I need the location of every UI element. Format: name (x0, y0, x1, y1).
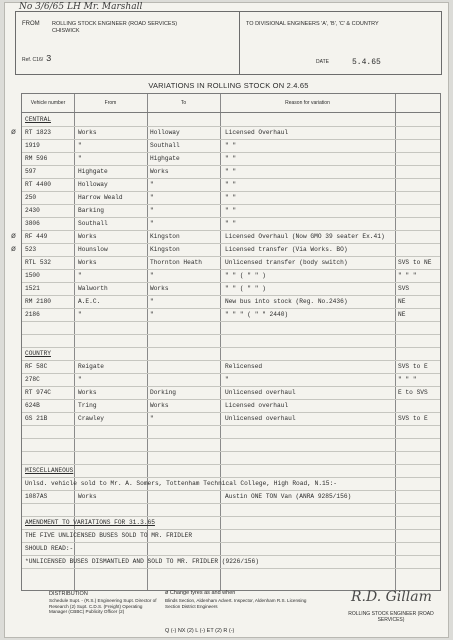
cell-v: RM 2180 (25, 298, 51, 305)
table-row (22, 477, 440, 491)
cell-v: 1500 (25, 272, 40, 279)
cell-v: *UNLICENSED BUSES DISMANTLED AND SOLD TO MR. FRIDLER (9226/156) (25, 558, 259, 565)
cell-x (398, 152, 440, 165)
cell-v: 624B (25, 402, 40, 409)
table-row (22, 516, 440, 530)
cell-t: Works (150, 285, 169, 292)
document-sheet (4, 2, 449, 638)
cell-t: " (150, 207, 154, 214)
cell-t (150, 425, 218, 438)
cell-t (150, 113, 218, 126)
cell-v (25, 451, 73, 464)
from-text: ROLLING STOCK ENGINEER (ROAD SERVICES) CHISWICK (52, 21, 178, 34)
cell-r: Unlicensed overhaul (225, 415, 296, 422)
cell-v (25, 321, 73, 334)
cell-v: RT 4400 (25, 181, 51, 188)
cell-t (150, 464, 218, 477)
cell-t (150, 347, 218, 360)
table-row (11, 126, 440, 140)
cell-v (25, 334, 73, 347)
cell-t: Southall (150, 142, 180, 149)
cell-v: GS 21B (25, 415, 48, 422)
cell-r: Licensed transfer (Via Works. BO) (225, 246, 348, 253)
cell-f: Holloway (78, 181, 108, 188)
to-text: TO DIVISIONAL ENGINEERS 'A', 'B', 'C' & COUNTRY (246, 21, 379, 27)
cell-r: " " " ( " " 2440) (225, 311, 289, 318)
table-row (22, 451, 440, 465)
cell-t (150, 334, 218, 347)
cell-f: " (78, 311, 82, 318)
cell-r: Licensed Overhaul (Now GMO 39 seater Ex.41) (225, 233, 385, 240)
cell-r: " " (225, 194, 237, 201)
cell-x: " " " (398, 272, 417, 279)
cell-r: New bus into stock (Reg. No.2436) (225, 298, 348, 305)
cell-t: Dorking (150, 389, 176, 396)
cell-x (398, 191, 440, 204)
handwritten-annotation: No 3/6/65 LH Mr. Marshall (19, 2, 143, 12)
table-row (22, 347, 440, 361)
cell-x (398, 425, 440, 438)
cell-f: Tring (78, 402, 97, 409)
tyre-mark-icon: ø (11, 231, 16, 240)
table-row (22, 386, 440, 400)
cell-v: AMENDMENT TO VARIATIONS FOR 31.3.65 (25, 519, 155, 526)
cell-t (150, 451, 218, 464)
cell-f: Walworth (78, 285, 108, 292)
cell-v: 3806 (25, 220, 40, 227)
cell-f: Works (78, 129, 97, 136)
table-row (22, 269, 440, 283)
cell-x (398, 347, 440, 360)
cell-x: E to SVS (398, 389, 428, 396)
cell-x (398, 503, 440, 516)
cell-f: A.E.C. (78, 298, 101, 305)
cell-t: Kingston (150, 246, 180, 253)
cell-x (398, 165, 440, 178)
cell-x: SVS (398, 285, 410, 292)
cell-r (225, 451, 395, 464)
table-row (22, 217, 440, 231)
cell-r: " " (225, 220, 237, 227)
cell-r: " " ( " " ) (225, 272, 266, 279)
cell-t: " (150, 181, 154, 188)
cell-r: Unlicensed transfer (body switch) (225, 259, 348, 266)
cell-t: Holloway (150, 129, 180, 136)
cell-t: " (150, 194, 154, 201)
cell-x (398, 204, 440, 217)
table-row (22, 191, 440, 205)
cell-f: Reigate (78, 363, 104, 370)
cell-r: " " (225, 181, 237, 188)
cell-r: Licensed Overhaul (225, 129, 289, 136)
cell-v: 523 (25, 246, 37, 253)
cell-f: " (78, 376, 82, 383)
cell-v: RM 596 (25, 155, 48, 162)
cell-r: Unlicensed overhaul (225, 389, 296, 396)
ref-value: 3 (46, 54, 52, 64)
cell-t: Works (150, 402, 169, 409)
cell-t: " (150, 298, 154, 305)
col-vehicle: Vehicle number (30, 100, 66, 106)
cell-r (225, 464, 395, 477)
cell-f (78, 347, 146, 360)
cell-v (25, 425, 73, 438)
cell-r (225, 334, 395, 347)
table-row (22, 204, 440, 218)
cell-v: COUNTRY (25, 350, 51, 357)
cell-f (78, 334, 146, 347)
cell-t: Highgate (150, 155, 180, 162)
tyre-mark-icon: ø (11, 127, 16, 136)
cell-x (398, 217, 440, 230)
tyre-note: ø Change tyres as and when (165, 590, 236, 596)
table-row (22, 256, 440, 270)
col-to: To (180, 100, 187, 106)
date-value: 5.4.65 (352, 58, 381, 67)
cell-x: " " " (398, 376, 417, 383)
cell-v (25, 503, 73, 516)
cell-f (78, 503, 146, 516)
cell-f: Works (78, 233, 97, 240)
cell-v: CENTRAL (25, 116, 51, 123)
cell-r: Relicensed (225, 363, 263, 370)
cell-t (150, 321, 218, 334)
cell-f: Harrow Weald (78, 194, 123, 201)
cell-f: Southall (78, 220, 108, 227)
cell-x: NE (398, 311, 406, 318)
cell-t: Works (150, 168, 169, 175)
distribution-codes: Q (-) NX (2) L (-) ET (2) R (-) (165, 628, 235, 634)
cell-v: 2186 (25, 311, 40, 318)
from-label: FROM (22, 21, 40, 27)
cell-t (150, 360, 218, 373)
tyre-mark-icon: ø (11, 244, 16, 253)
cell-x (398, 126, 440, 139)
table-header (22, 94, 440, 113)
table-row (22, 373, 440, 387)
table-row (22, 152, 440, 166)
header-box (15, 11, 442, 75)
cell-x (398, 321, 440, 334)
signature-title: ROLLING STOCK ENGINEER (ROAD SERVICES) (348, 611, 434, 623)
cell-r (225, 321, 395, 334)
cell-v: 250 (25, 194, 37, 201)
cell-f: Works (78, 259, 97, 266)
cell-r: " " ( " " ) (225, 285, 266, 292)
cell-r: Austin ONE TON Van (ANRA 9285/156) (225, 493, 352, 500)
cell-x: SVS to E (398, 363, 428, 370)
cell-t: " (150, 272, 154, 279)
cell-x (398, 451, 440, 464)
col-reason: Reason for variation (285, 100, 330, 106)
table-row (22, 399, 440, 413)
cell-v: RTL 532 (25, 259, 51, 266)
cell-x (398, 178, 440, 191)
table-row (22, 334, 440, 348)
cell-x (398, 490, 440, 503)
cell-t: " (150, 415, 154, 422)
cell-v: 2430 (25, 207, 40, 214)
cell-x (398, 243, 440, 256)
cell-f (78, 438, 146, 451)
table-row (22, 464, 440, 478)
cell-x (398, 230, 440, 243)
table-row (22, 412, 440, 426)
cell-t (150, 503, 218, 516)
cell-f: Works (78, 493, 97, 500)
cell-x (398, 438, 440, 451)
cell-f (78, 451, 146, 464)
cell-v: MISCELLANEOUS (25, 467, 74, 474)
cell-v: 597 (25, 168, 37, 175)
table-row (22, 360, 440, 374)
cell-x (398, 113, 440, 126)
table-row (22, 425, 440, 439)
table-row (22, 503, 440, 517)
document-title: VARIATIONS IN ROLLING STOCK ON 2.4.65 (148, 81, 309, 90)
cell-f (78, 425, 146, 438)
cell-r: " (225, 376, 229, 383)
cell-f: " (78, 272, 82, 279)
cell-x (398, 464, 440, 477)
cell-t: " (150, 311, 154, 318)
cell-r: " " (225, 155, 237, 162)
cell-r (225, 425, 395, 438)
table-row (22, 490, 440, 504)
cell-f: Barking (78, 207, 104, 214)
table-row (22, 542, 440, 556)
table-row (22, 438, 440, 452)
table-row (22, 555, 440, 569)
table-row (22, 178, 440, 192)
cell-v: 1919 (25, 142, 40, 149)
cell-v: THE FIVE UNLICENSED BUSES SOLD TO MR. FRIDLER (25, 532, 193, 539)
ref-label: Ref. C16/ (22, 57, 44, 63)
cell-r: " " (225, 142, 237, 149)
cell-v: 278C (25, 376, 40, 383)
cell-v: RT 1823 (25, 129, 51, 136)
cell-f (78, 321, 146, 334)
cell-f: Works (78, 389, 97, 396)
cell-t (150, 438, 218, 451)
col-from: From (104, 100, 117, 106)
table-row (22, 321, 440, 335)
cell-x: SVS to NE (398, 259, 432, 266)
cell-v: RF 58C (25, 363, 48, 370)
cell-f: " (78, 142, 82, 149)
table-row (22, 529, 440, 543)
distribution-label: DISTRIBUTION (49, 591, 88, 597)
cell-x (398, 139, 440, 152)
table-row (22, 139, 440, 153)
table-row (22, 165, 440, 179)
cell-r: " " (225, 168, 237, 175)
signature: R.D. Gillam (351, 589, 432, 605)
cell-x (398, 334, 440, 347)
distribution-list: Schedule Supt. - (R.S.) Engineering Supt. Director of Research (2) Supt. C.D.S. (Freight) Operating Manager (CBBC) Publicity Officer (2) (49, 598, 157, 615)
cell-f: Highgate (78, 168, 108, 175)
table-row (11, 230, 440, 244)
cell-v: 1521 (25, 285, 40, 292)
table-row (22, 282, 440, 296)
cell-r (225, 347, 395, 360)
variations-table (11, 93, 441, 591)
cell-f: " (78, 155, 82, 162)
cell-v: RF 449 (25, 233, 48, 240)
cell-f (78, 113, 146, 126)
cell-r (225, 113, 395, 126)
cell-f: Crawley (78, 415, 104, 422)
cell-v: RT 974C (25, 389, 51, 396)
cell-v: 1087AS (25, 493, 48, 500)
cell-r (225, 503, 395, 516)
cell-t: Thornton Heath (150, 259, 202, 266)
cell-t (150, 373, 218, 386)
cell-v: SHOULD READ:- (25, 545, 74, 552)
table-row (11, 243, 440, 257)
cell-t (150, 490, 218, 503)
distribution-list-2: Blinds Section, Aldenham Advert. Inspector, Aldenham R.S. Licensing Section District Engineers (165, 598, 307, 609)
cell-t: Kingston (150, 233, 180, 240)
cell-v (25, 438, 73, 451)
cell-x: NE (398, 298, 406, 305)
cell-x: SVS to E (398, 415, 428, 422)
cell-r: " " (225, 207, 237, 214)
table-row (22, 308, 440, 322)
cell-r (225, 438, 395, 451)
cell-r: Licensed overhaul (225, 402, 289, 409)
table-row (22, 295, 440, 309)
cell-x (398, 399, 440, 412)
cell-f (78, 464, 146, 477)
table-row (22, 113, 440, 127)
cell-t: " (150, 220, 154, 227)
cell-f: Hounslow (78, 246, 108, 253)
date-label: DATE (316, 59, 329, 65)
cell-v: Unlsd. vehicle sold to Mr. A. Somers, Tottenham Technical College, High Road, N.15:- (25, 480, 337, 487)
